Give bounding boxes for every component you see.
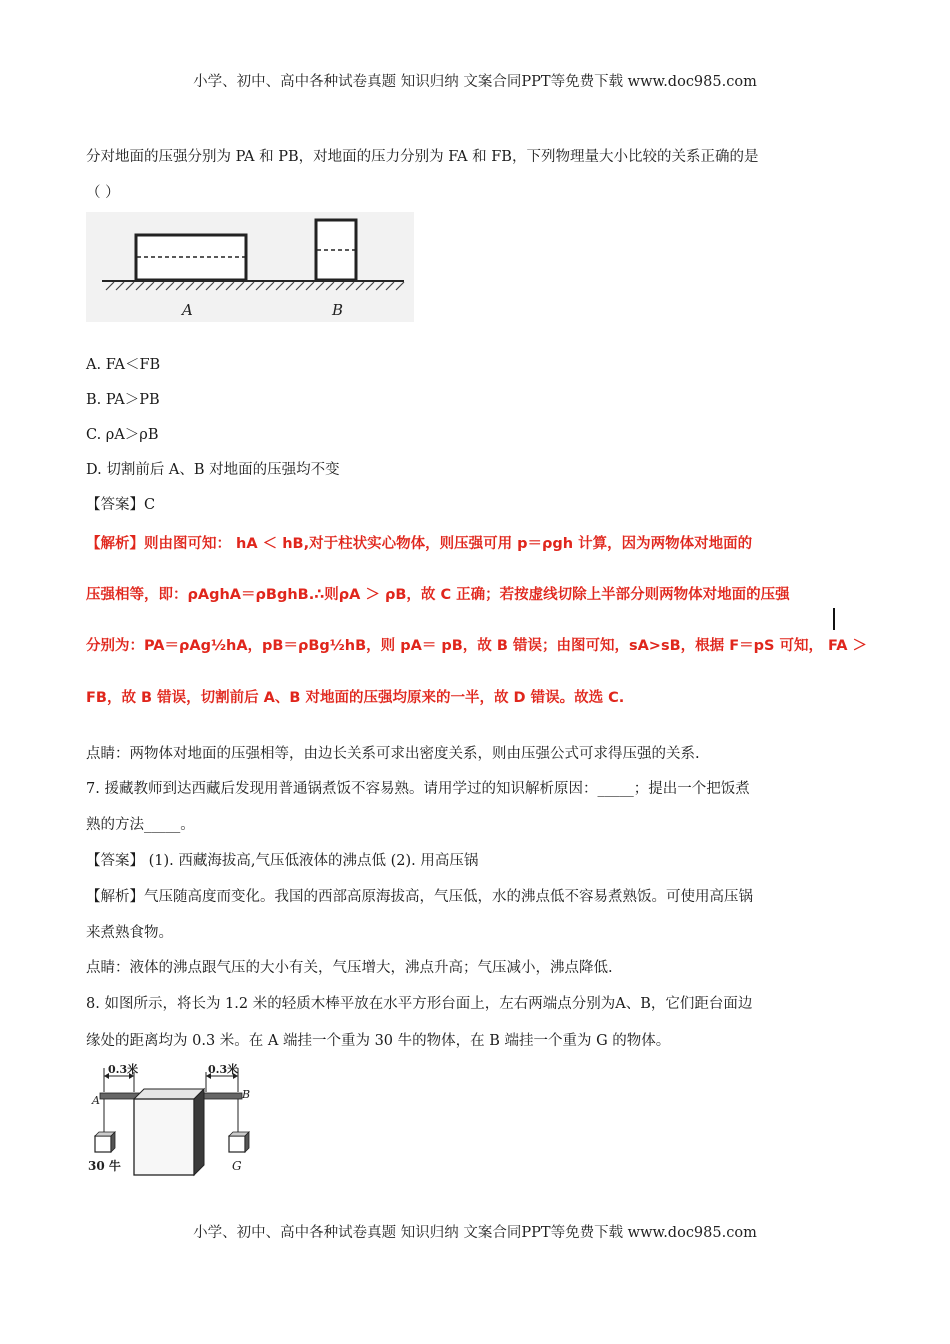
end-a-label: A (92, 1094, 100, 1107)
q6-analysis-line4: FB，故 B 错误，切割前后 A、B 对地面的压强均原来的一半，故 D 错误。故选 C. (86, 690, 625, 706)
q6-comment: 点睛：两物体对地面的压强相等，由边长关系可求出密度关系，则由压强公式可求得压强的关系. (86, 746, 700, 762)
q6-answer: 【答案】C (86, 497, 156, 513)
page-header: 小学、初中、高中各种试卷真题 知识归纳 文案合同PPT等免费下载 www.doc985.com (193, 74, 757, 90)
q6-figure (86, 212, 414, 322)
q6-analysis-line1: 【解析】则由图可知： hA ＜ hB,对于柱状实心物体，则压强可用 p＝ρgh 计算，因为两物体对地面的 (86, 536, 753, 552)
q6-stem-line1: 分对地面的压强分别为 PA 和 PB，对地面的压力分别为 FA 和 FB，下列物理量大小比较的关系正确的是 (86, 149, 759, 165)
table-block (134, 1089, 204, 1175)
block-a (136, 235, 246, 280)
weight-right (229, 1132, 249, 1152)
weight-right-label: G (232, 1159, 242, 1173)
option-b: B. PA＞PB (86, 392, 160, 408)
option-a: A. FA＜FB (86, 357, 161, 373)
dist-left-label: 0.3米 (108, 1063, 139, 1076)
q7-analysis-line2: 来煮熟食物。 (86, 925, 173, 941)
q7-answer: 【答案】 (1). 西藏海拔高,气压低液体的沸点低 (2). 用高压锅 (86, 853, 479, 869)
end-b-label: B (242, 1088, 251, 1101)
q7-line2: 熟的方法_____。 (86, 817, 195, 833)
weight-left (95, 1132, 115, 1152)
block-b (316, 220, 356, 280)
label-b: B (332, 301, 344, 319)
q8-line2: 缘处的距离均为 0.3 米。在 A 端挂一个重为 30 牛的物体，在 B 端挂一个重为 G 的物体。 (86, 1033, 671, 1049)
weight-left-label: 30 牛 (88, 1159, 121, 1173)
q7-line1: 7. 援藏教师到达西藏后发现用普通锅煮饭不容易熟。请用学过的知识解析原因：_____；提出一个把饭煮 (86, 781, 750, 797)
q6-stem-line2: （ ） (86, 185, 120, 201)
text-cursor (833, 608, 835, 630)
label-a: A (182, 301, 193, 319)
q6-analysis-line3: 分别为：PA＝ρAg½hA，pB＝ρBg½hB，则 pA＝ pB，故 B 错误；由图可知，sA>sB，根据 F＝pS 可知， FA ＞ (86, 638, 868, 654)
q8-line1: 8. 如图所示，将长为 1.2 米的轻质木棒平放在水平方形台面上，左右两端点分别为A、B，它们距台面边 (86, 996, 753, 1012)
option-d: D. 切割前后 A、B 对地面的压强均不变 (86, 462, 340, 478)
dist-right-label: 0.3米 (208, 1063, 239, 1076)
q7-comment: 点睛：液体的沸点跟气压的大小有关，气压增大，沸点升高；气压减小，沸点降低. (86, 960, 613, 976)
q6-analysis-line2: 压强相等，即：ρAghA＝ρBghB.∴则ρA ＞ ρB，故 C 正确；若按虚线切除上半部分则两物体对地面的压强 (86, 587, 790, 603)
q7-analysis-line1: 【解析】气压随高度而变化。我国的西部高原海拔高，气压低，水的沸点低不容易煮熟饭。可使用高压锅 (86, 889, 753, 905)
page-footer: 小学、初中、高中各种试卷真题 知识归纳 文案合同PPT等免费下载 www.doc985.com (193, 1225, 757, 1241)
q8-figure (86, 1062, 258, 1182)
option-c: C. ρA＞ρB (86, 427, 159, 443)
